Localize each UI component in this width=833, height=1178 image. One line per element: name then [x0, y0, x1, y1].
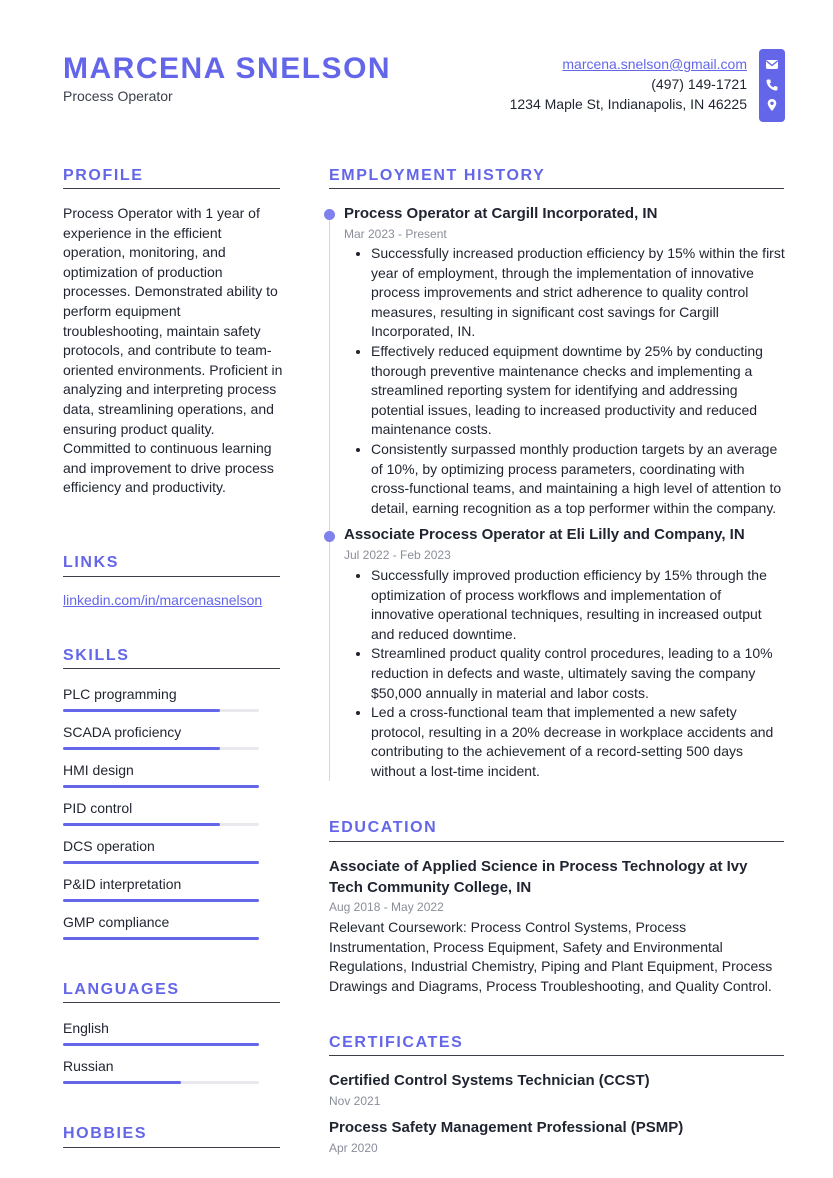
candidate-name: MARCENA SNELSON — [63, 52, 392, 85]
phone-text: (497) 149-1721 — [651, 76, 747, 92]
skill-item — [63, 723, 259, 741]
language-bar-fill — [63, 1043, 259, 1046]
skill-item — [63, 799, 259, 817]
job-bullet: • Successfully increased production efficiency by 15% within the first year of employment, through the implementation of innovative process improvements and strict adherence to quality control measures, resulting in significant cost savings for Cargill Incorporated, IN. — [371, 244, 785, 342]
certificate-title: Process Safety Management Professional (PSMP) — [329, 1119, 684, 1136]
language-bar — [63, 1081, 259, 1084]
email-link[interactable]: marcena.snelson@gmail.com — [562, 56, 747, 72]
education-divider — [329, 841, 784, 842]
language-bar — [63, 1043, 259, 1046]
phone-icon — [765, 78, 779, 92]
linkedin-link[interactable]: linkedin.com/in/marcenasnelson — [63, 592, 263, 608]
job-title: Associate Process Operator at Eli Lilly and Company, IN — [344, 526, 745, 543]
skill-bar — [63, 747, 259, 750]
hobbies-divider — [63, 1147, 280, 1148]
skill-bar-fill — [63, 747, 220, 750]
profile-summary: Process Operator with 1 year of experience in the efficient operation, monitoring, and optimization of production processes. Demonstrated ability to perform equipment troubleshooting, maintain safety protocols, and contribute to team-oriented environments. Proficient in analyzing and interpreting process data, streamlining operations, and ensuring product quality. Committed to continuous learning and improvement to drive process efficiency and productivity. — [63, 205, 283, 496]
job-bullet: • Effectively reduced equipment downtime by 25% by conducting thorough preventive maintenance checks and implementing a streamlined reporting system for identifying and addressing potential issues, leading to increased productivity and reduced maintenance costs. — [371, 342, 785, 440]
candidate-title: Process Operator — [63, 88, 173, 104]
certificate-date: Nov 2021 — [329, 1094, 381, 1108]
timeline-dot — [324, 209, 335, 220]
timeline-line — [329, 214, 330, 781]
language-item — [63, 1019, 259, 1037]
job-bullet: • Streamlined product quality control procedures, leading to a 10% reduction in defects and waste, ultimately saving the company $50,000 annually in material and labor costs. — [371, 644, 785, 703]
skill-label: HMI design — [63, 762, 134, 778]
hobbies-heading: HOBBIES — [63, 1125, 148, 1142]
address-text: 1234 Maple St, Indianapolis, IN 46225 — [509, 96, 747, 112]
timeline-dot — [324, 531, 335, 542]
education-heading: EDUCATION — [329, 819, 438, 836]
employment-heading: EMPLOYMENT HISTORY — [329, 167, 546, 184]
skill-bar — [63, 823, 259, 826]
job-bullets — [354, 566, 785, 782]
job-bullet: • Successfully improved production efficiency by 15% through the optimization of process workflows and implementation of innovative operational techniques, resulting in increased output and reduced downtime. — [371, 566, 785, 644]
skill-bar-fill — [63, 823, 220, 826]
job-dates: Jul 2022 - Feb 2023 — [344, 548, 451, 562]
skill-label: PID control — [63, 800, 133, 816]
skill-bar-fill — [63, 785, 259, 788]
certificate-title: Certified Control Systems Technician (CCST) — [329, 1072, 650, 1089]
education-title: Associate of Applied Science in Process Technology at Ivy Tech Community College, IN — [329, 858, 748, 896]
skill-bar — [63, 785, 259, 788]
skills-heading: SKILLS — [63, 647, 130, 664]
skill-label: SCADA proficiency — [63, 724, 182, 740]
profile-divider — [63, 188, 280, 189]
language-bar-fill — [63, 1081, 181, 1084]
languages-heading: LANGUAGES — [63, 981, 180, 998]
skill-item — [63, 913, 259, 931]
skills-divider — [63, 668, 280, 669]
job-bullet: • Led a cross-functional team that implemented a new safety protocol, resulting in a 20% decrease in workplace accidents and contributing to the achievement of a record-setting 500 days without a lost-time incident. — [371, 703, 785, 781]
skill-item — [63, 685, 259, 703]
profile-heading: PROFILE — [63, 167, 144, 184]
certificates-divider — [329, 1055, 784, 1056]
skill-bar-fill — [63, 899, 259, 902]
links-divider — [63, 576, 280, 577]
skill-label: PLC programming — [63, 686, 177, 702]
job-title: Process Operator at Cargill Incorporated, IN — [344, 205, 658, 222]
job-bullet: • Consistently surpassed monthly production targets by an average of 10%, by optimizing process parameters, coordinating with cross-functional teams, and maintaining a high level of attention to detail, earning recognition as a top performer within the company. — [371, 440, 785, 518]
certificate-date: Apr 2020 — [329, 1141, 378, 1155]
skill-item — [63, 761, 259, 779]
language-label: Russian — [63, 1058, 114, 1074]
contact-icon-bar — [759, 49, 785, 122]
skill-label: DCS operation — [63, 838, 155, 854]
language-label: English — [63, 1020, 109, 1036]
education-dates: Aug 2018 - May 2022 — [329, 900, 444, 914]
links-heading: LINKS — [63, 554, 119, 571]
languages-divider — [63, 1002, 280, 1003]
skill-bar — [63, 709, 259, 712]
skill-label: P&ID interpretation — [63, 876, 182, 892]
employment-divider — [329, 188, 784, 189]
language-item — [63, 1057, 259, 1075]
skill-item — [63, 837, 259, 855]
map-pin-icon — [765, 98, 779, 112]
skill-bar — [63, 861, 259, 864]
skill-label: GMP compliance — [63, 914, 170, 930]
skill-bar-fill — [63, 861, 259, 864]
education-description: Relevant Coursework: Process Control Systems, Process Instrumentation, Process Equipment, Safety and Environmental Regulations, Industrial Chemistry, Piping and Plant Equipment, Process Drawings and Diagrams, Process Troubleshooting, and Quality Control. — [329, 919, 773, 994]
job-bullets — [354, 244, 785, 518]
skill-bar — [63, 899, 259, 902]
skill-bar-fill — [63, 937, 259, 940]
envelope-icon — [765, 57, 779, 71]
skill-bar — [63, 937, 259, 940]
contact-block — [510, 54, 747, 114]
skill-bar-fill — [63, 709, 220, 712]
certificates-heading: CERTIFICATES — [329, 1034, 464, 1051]
skill-item — [63, 875, 259, 893]
job-dates: Mar 2023 - Present — [344, 227, 447, 241]
